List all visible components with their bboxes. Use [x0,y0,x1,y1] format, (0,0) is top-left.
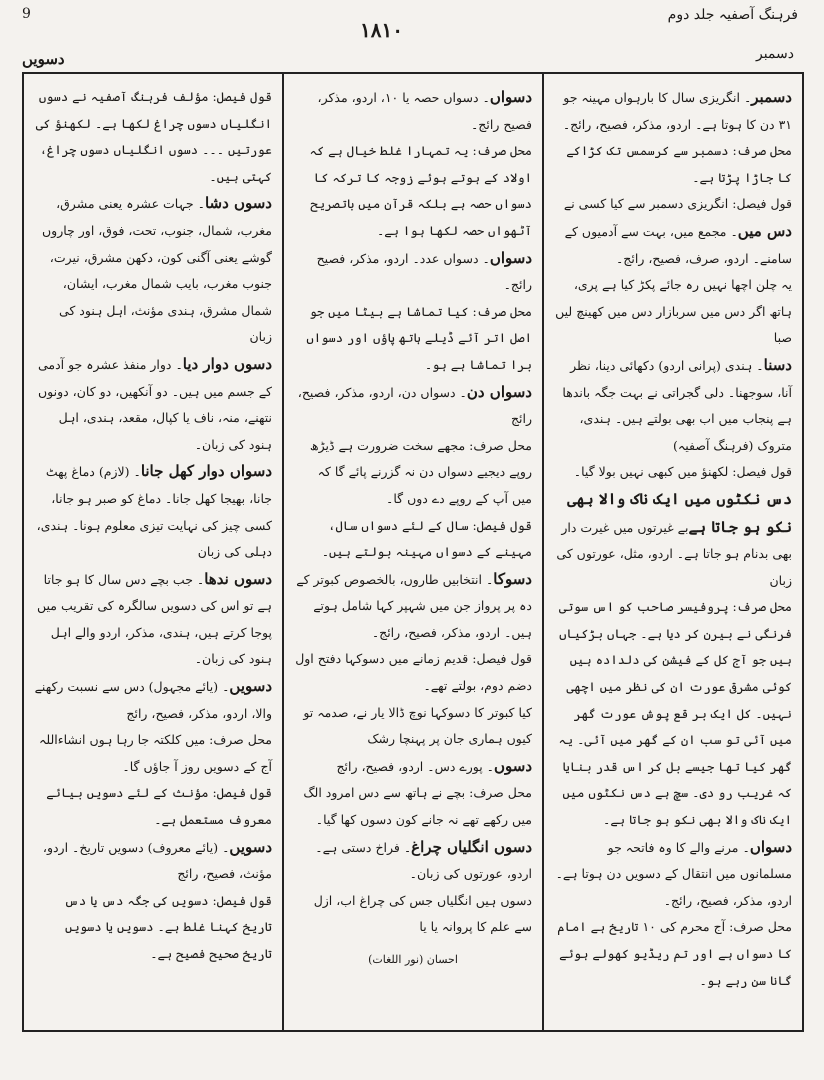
entry-body: محل صرف: پروفیسر صاحب کو اس سوتی فرنگی نے بیرن کر دیا ہے۔ جہاں بڑکیاں ہیں جو آج کل کے فیشن کی دلدادہ ہیں کوئی مشرقی عورت ان کی نظر میں اچھی نہیں۔ کل ایک بر قع پوش عورت گھر میں آئی تو سب ان کے گھر میں آئی۔ یہ گھر کیا تھا جیسے بل کر اس قدر بنایا کہ غریب رو دی۔ سچ ہے دس نکٹوں میں ایک ناک والا بھی نکو ہو جاتا ہے۔ [558,599,792,828]
running-title: فرہنگ آصفیہ جلد دوم [667,7,798,23]
entry-body: دسوں ہیں انگلیاں جس کی چراغ اب، ازل سے علم کا پروانہ یا یا [313,892,532,935]
entry-text [294,700,532,753]
entry-body: قول فیصل: مؤلف فرہنگ آصفیہ نے دسوں انگلیاں دسوں چراغ لکھا ہے۔ لکھنؤ کی عورتیں ۔۔۔ دسوں انگلیاں دسوں چراغ، کہتی ہیں۔ [35,89,272,184]
entry-body: ۔ پورے دس۔ اردو، فصیح، رائج [336,758,494,774]
dictionary-entry [34,834,272,888]
entry-body: محل صرف: دسمبر سے کرسمس تک کڑاکے کا جاڑا پڑتا ہے۔ [566,143,792,185]
entry-body: کیا کبوتر کا دسوکہا نوچ ڈالا یار نے، صدمہ تو کیوں ہماری جان پر پہنچا رشک [303,704,532,747]
entry-text [34,84,272,190]
headword: دسواں [749,837,792,856]
verse-source [294,947,532,972]
entry-body: یہ چلن اچھا نہیں رہ جائے پکڑ کیا ہے پری، ہاتھ اگر دس میں سربازار دس میں کھینچ لیں صبا [555,277,792,346]
headword: دسوں [493,756,532,775]
entry-text [294,888,532,941]
right-running-word: دسمبر [755,46,794,62]
entry-body: ۔ انتخابیں طاروں، بالخصوص کبوتر کے دہ پر پرواز جن میں شہپر کہا شامل ہوتے ہیں۔ اردو، مذکر، فصیح، رائج۔ [296,571,532,640]
entry-body: ۔ (یائے مجہول) دس سے نسبت رکھنے والا، اردو، مذکر، فصیح، رائج [34,679,272,721]
entry-body: ۔ جب بچے دس سال کا ہو جاتا ہے تو اس کی دسویں سالگرہ کی تقریب میں پوجا کرتے ہیں، ہندی، مذکر، اردو والے اہل ہنود کی زبان۔ [37,571,272,667]
entry-body: ۔ دسواں دن، اردو، مذکر، فصیح، رائج [297,384,532,427]
headword: دسویں [229,837,272,856]
entry-body: بے غیرتوں میں غیرت دار بھی بدنام ہو جاتا ہے۔ اردو، مثل، عورتوں کی زبان [556,519,792,588]
dictionary-entry [554,486,792,594]
entry-body: قول فیصل: مؤنث کے لئے دسویں بیائے معروف مستعمل ہے۔ [46,785,272,828]
entry-text [294,513,532,566]
dictionary-entry [294,566,532,647]
entry-text [34,727,272,780]
entry-body: ۔ انگریزی سال کا بارہواں مہینہ جو ۳۱ دن کا ہوتا ہے۔ اردو، مذکر، فصیح، رائج۔ [562,90,792,132]
headword: دسوکا [493,569,532,588]
headword: دسوں دوار دیا [182,354,272,373]
dictionary-entry [294,84,532,138]
entry-body: ۔ مجمع میں، بہت سے آدمیوں کے سامنے۔ اردو، صرف، فصیح، رائج۔ [564,223,792,266]
headword: دسواں دن [466,382,532,401]
entry-text [554,191,792,218]
entry-body: قول فیصل: لکھنؤ میں کبھی نہیں بولا گیا۔ [573,464,792,480]
page-number: ۱۸۱۰ [360,18,403,42]
dictionary-entry [294,753,532,781]
entry-text [554,914,792,994]
headword: دسواں دوار کھل جانا [140,462,272,481]
entry-body: ۔ مرنے والے کا وہ فاتحہ جو مسلمانوں میں انتقال کے دسویں دن ہوتا ہے۔ اردو، مذکر، فصیح، رائج۔ [555,839,792,908]
entry-body: محل صرف: کیا تماشا ہے بیٹا میں جو اصل اتر آئے ڈیلے ہاتھ پاؤں اور دسواں برا تماشا ہے ہو۔ [306,303,532,372]
dictionary-entry [34,458,272,565]
entry-body: ۔ ہندی (پرانی اردو) دکھائی دینا، نظر آنا، سوجھنا۔ دلی گجراتی نے بہت جگہ باندھا ہے پنجاب میں اب بھی بولتے ہیں۔ ہندی، متروک (فرہنگ آصفیہ) [562,357,792,453]
entry-body: ۔ دوار منفذ عشرہ جو آدمی کے جسم میں ہیں۔ دو آنکھیں، دو کان، دونوں نتھنے، منہ، ناف یا کپال، مقعد، ہندی، اہل ہنود کی زبان۔ [37,356,272,452]
entry-text [554,138,792,191]
dictionary-entry [34,190,272,351]
entry-text [294,299,532,379]
headword: دسوں ندھا [204,569,272,588]
entry-body: قول فیصل: قدیم زمانے میں دسوکہا دفتح اول دضم دوم، بولتے تھے۔ [295,651,532,694]
dictionary-entry [554,352,792,459]
headword: دسوں انگلیاں چراغ [411,837,532,856]
entry-body: ۔ فراخ دستی ہے۔ اردو، عورتوں کی زبان۔ [315,839,532,882]
headword: دسنا [763,355,792,374]
headword: دس میں [737,221,792,240]
entry-text [554,272,792,352]
entry-body: ۔ (یائے معروف) دسویں تاریخ۔ اردو، مؤنث، فصیح، رائج [42,839,272,882]
headword: دس نکٹوں میں ایک ناک والا بھی نکو ہو جاتا ہے [567,489,792,536]
page-marker: 9 [22,6,31,22]
entry-body: محل صرف: بچے نے ہاتھ سے دس امرود الگ میں رکھے تھے نہ جانے کون دسوں کھا گیا۔ [303,785,532,828]
entry-text [294,780,532,833]
running-head [22,6,798,46]
entry-text [294,138,532,244]
entry-body: ۔ دسواں عدد۔ اردو، مذکر، فصیح رائج۔ [316,250,532,293]
dictionary-entry [294,379,532,433]
entry-text [554,459,792,486]
dictionary-entry [294,834,532,888]
headword: دسمبر [751,88,792,106]
dictionary-entry [34,351,272,458]
entry-text [294,433,532,513]
headword: دسواں [489,88,532,106]
entry-body: ۔ دسواں حصہ یا ۱۰، اردو، مذکر، فصیح رائج۔ [317,90,532,132]
entry-body: محل صرف: میں کلکتہ جا رہا ہوں انشاءاللہ آج کے دسویں روز آ جاؤں گا۔ [39,732,272,774]
column-right [542,74,802,1030]
dictionary-entry [554,834,792,915]
dictionary-entry [554,84,792,138]
dictionary-entry [34,673,272,727]
entry-body: ۔ (لازم) دماغ پھٹ جانا، بھیجا کھل جانا۔ دماغ کو صبر ہو جانا، کسی چیز کی نہایت تیزی معلوم ہونا۔ ہندی، دہلی کی زبان [36,464,272,560]
headword: دسوں دشا [204,194,272,213]
column-middle [282,74,542,1030]
entry-body: ۔ جہات عشرہ یعنی مشرق، مغرب، شمال، جنوب، تحت، فوق، اور چاروں گوشے یعنی آگنی کون، دکھن مشرق، نیرت، جنوب مغرب، بایب شمال مغرب، ایشان، شمال مشرق، ہندی مؤنث، اہل ہنود کی زبان [41,196,272,345]
entry-text [34,888,272,968]
headword: دسویں [229,677,272,696]
entry-text [294,646,532,699]
entry-body: قول فیصل: دسویں کی جگہ دس یا دس تاریخ کہنا غلط ہے۔ دسویں یا دسویں تاریخ صحیح فصیح ہے۔ [64,892,272,961]
entry-body: محل صرف: مجھے سخت ضرورت ہے ڈیڑھ روپے دیجیے دسواں دن نہ گزرنے پائے گا کہ میں آپ کے روپے دے دوں گا۔ [309,437,532,506]
left-running-word: دسویں [22,50,65,68]
headword: دسواں [489,248,532,267]
entry-body: محل صرف: یہ تمہارا غلط خیال ہے کہ اولاد کے ہوتے ہوئے زوجہ کا ترکہ کا دسواں حصہ ہے بلکہ قرآن میں باتصریح آٹھواں حصہ لکھا ہوا ہے۔ [309,143,532,238]
dictionary-entry [294,245,532,299]
three-column-frame [22,72,804,1032]
entry-body: محل صرف: آج محرم کی ۱۰ تاریخ ہے امام کا دسواں ہے اور تم ریڈیو کھولے ہوئے گانا سن رہے ہو۔ [557,919,792,988]
dictionary-entry [34,566,272,673]
column-left [24,74,282,1030]
entry-body: قول فیصل: انگریزی دسمبر سے کیا کسی نے [563,196,792,212]
verse-source-text: احسان (نور اللغات) [368,953,458,966]
running-head-left [22,6,31,22]
entry-body: قول فیصل: سال کے لئے دسواں سال، مہینے کے دسواں مہینہ بولتے ہیں۔ [321,517,532,560]
dictionary-entry [554,218,792,272]
entry-text [34,780,272,833]
entry-text [554,594,792,833]
